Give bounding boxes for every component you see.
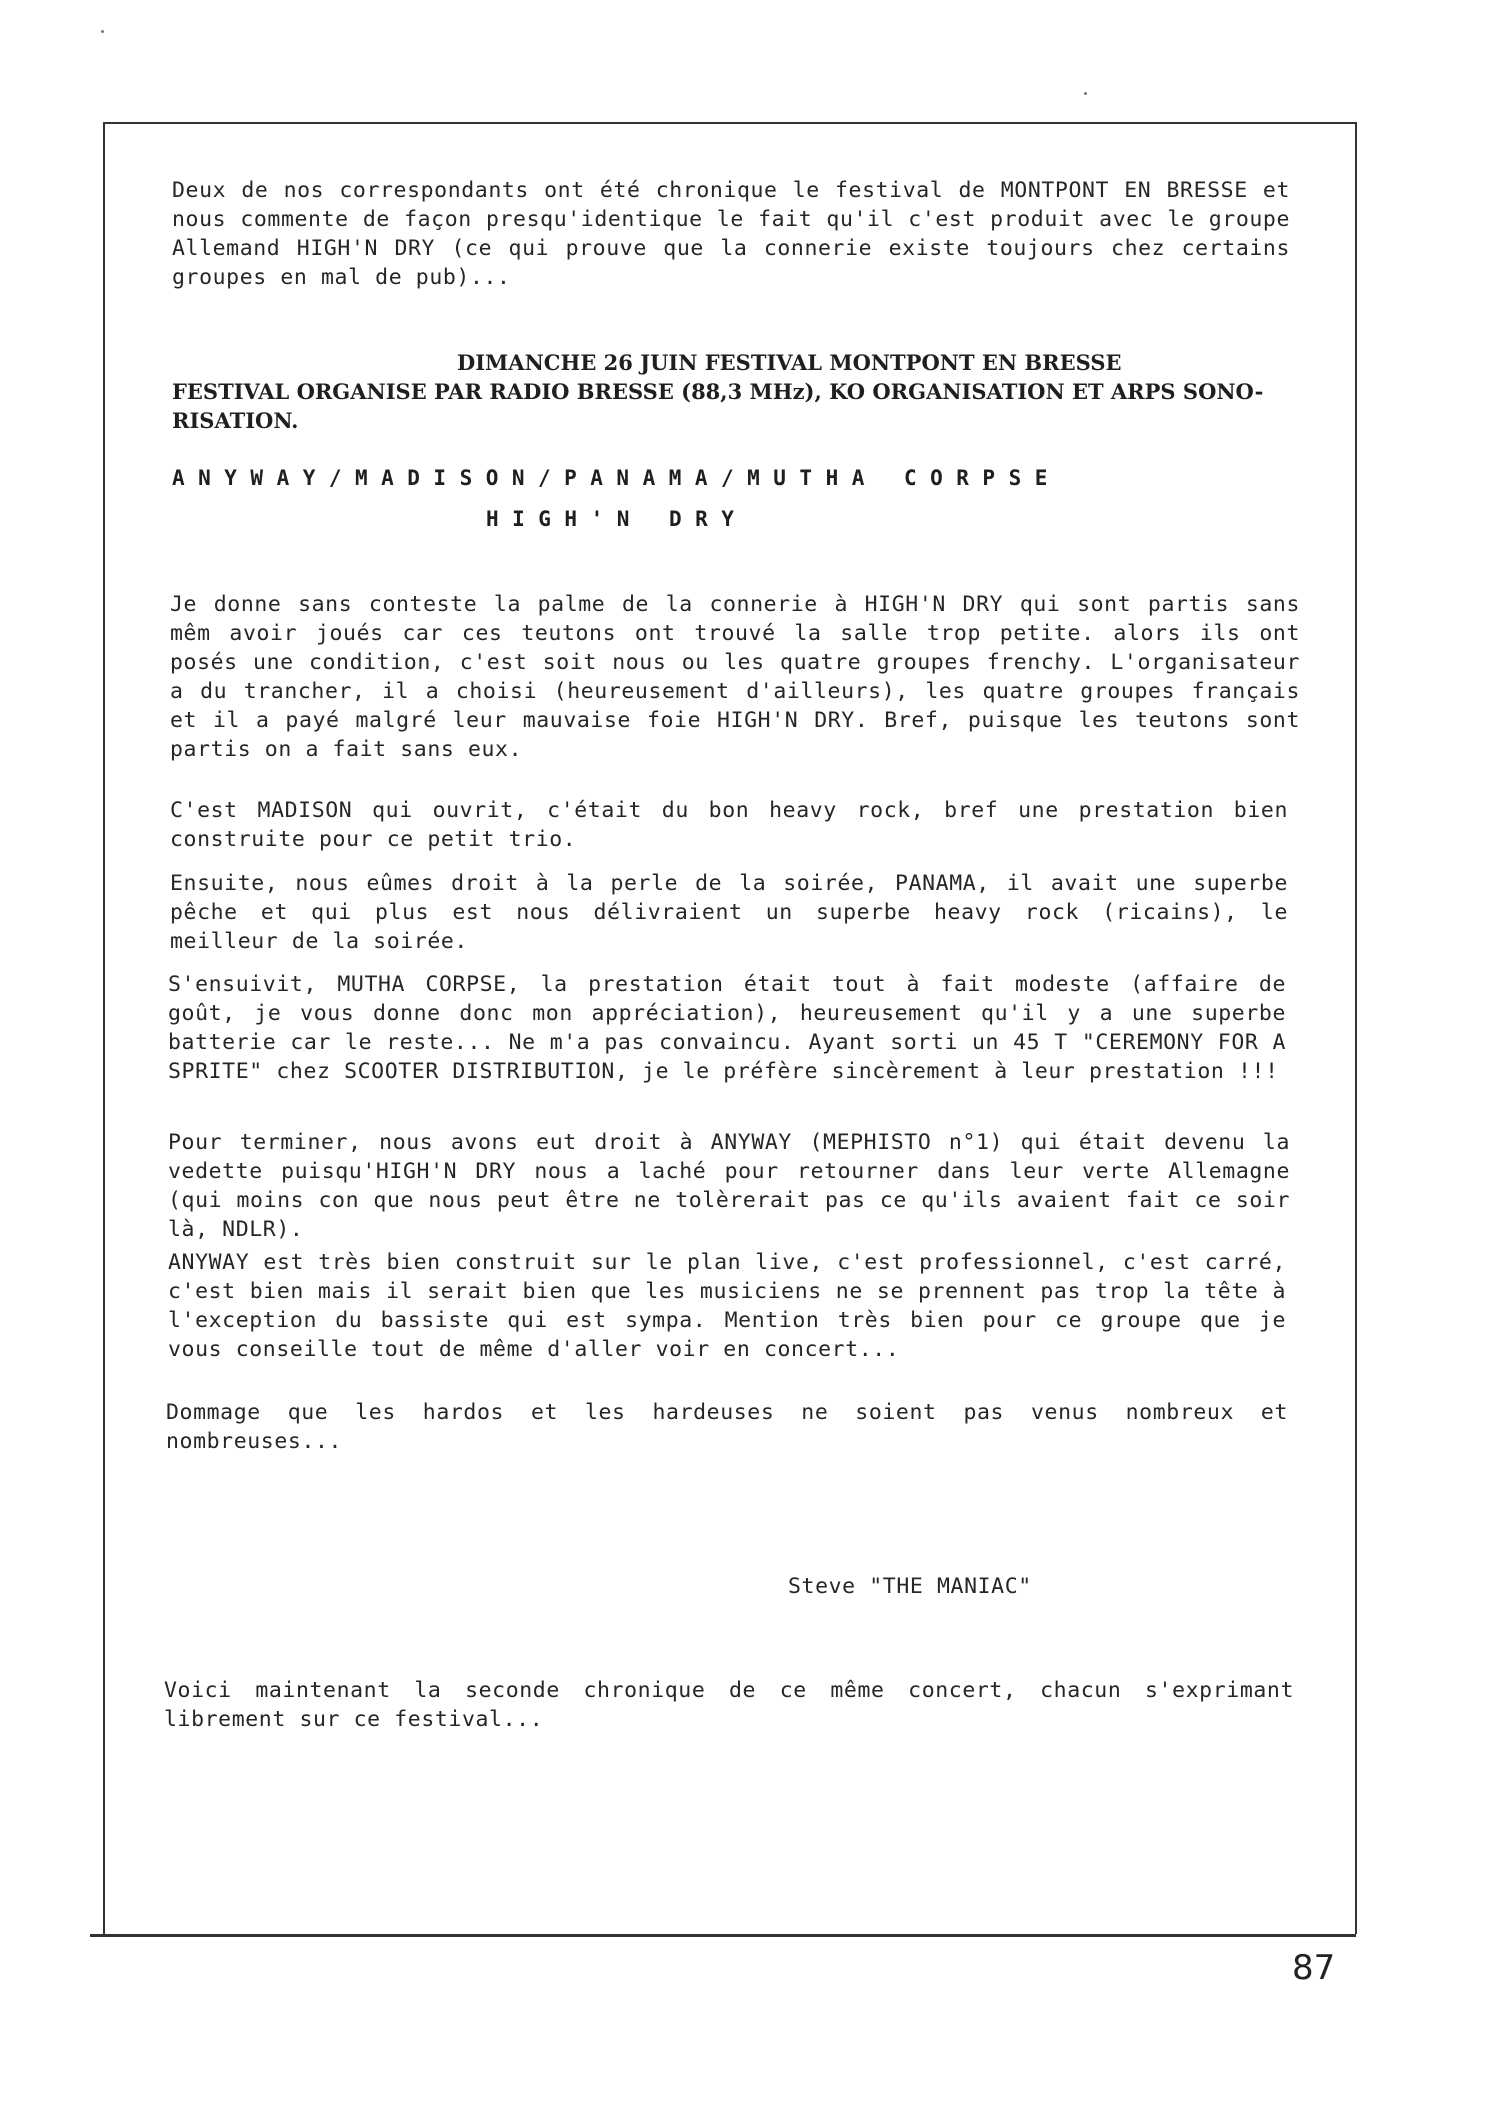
intro-paragraph: Deux de nos correspondants ont été chronique le festival de MONTPONT EN BRESSE et nous commente de façon presqu'identique le fait qu'il c'est produit avec le groupe Allemand HIGH'N DRY (ce qui prouve que la connerie existe toujours chez certains groupes en mal de pub)... xyxy=(172,178,1290,290)
lineup-line-2: HIGH'N DRY xyxy=(486,507,748,531)
signature: Steve "THE MANIAC" xyxy=(788,1574,1032,1599)
review-paragraph: C'est MADISON qui ouvrit, c'était du bon heavy rock, bref une prestation bien construite pour ce petit trio. xyxy=(170,798,1288,852)
event-title: DIMANCHE 26 JUIN FESTIVAL MONTPONT EN BRESSE xyxy=(457,350,1122,375)
bottom-rule xyxy=(90,1934,1356,1937)
lineup-line-1: ANYWAY/MADISON/PANAMA/MUTHA CORPSE xyxy=(172,466,1061,490)
page-number: 87 xyxy=(1292,1948,1336,1988)
review-paragraph: Je donne sans conteste la palme de la connerie à HIGH'N DRY qui sont partis sans mêm avoir joués car ces teutons ont trouvé la salle trop petite. alors ils ont posés une condition, c'est soit nous ou les quatre groupes frenchy. L'organisateur a du trancher, il a choisi (heureusement d'ailleurs), les quatre groupes français et il a payé malgré leur mauvaise foie HIGH'N DRY. Bref, puisque les teutons sont partis on a fait sans eux. xyxy=(170,592,1300,762)
review-paragraph: Pour terminer, nous avons eut droit à ANYWAY (MEPHISTO n°1) qui était devenu la vedette puisqu'HIGH'N DRY nous a laché pour retourner dans leur verte Allemagne (qui moins con que nous peut être ne tolèrerait pas ce qu'ils avaient fait ce soir là, NDLR). xyxy=(168,1130,1290,1242)
scan-speck xyxy=(101,30,104,33)
outro-paragraph: Voici maintenant la seconde chronique de ce même concert, chacun s'exprimant librement sur ce festival... xyxy=(164,1678,1294,1732)
event-organizer: FESTIVAL ORGANISE PAR RADIO BRESSE (88,3 MHz), KO ORGANISATION ET ARPS SONO-RISATION. xyxy=(172,379,1264,433)
review-paragraph: ANYWAY est très bien construit sur le plan live, c'est professionnel, c'est carré, c'est bien mais il serait bien que les musiciens ne se prennent pas trop la tête à l'exception du bassiste qui est sympa. Mention très bien pour ce groupe que je vous conseille tout de même d'aller voir en concert... xyxy=(168,1250,1286,1362)
review-paragraph: Ensuite, nous eûmes droit à la perle de la soirée, PANAMA, il avait une superbe pêche et qui plus est nous délivraient un superbe heavy rock (ricains), le meilleur de la soirée. xyxy=(170,871,1288,954)
review-paragraph: Dommage que les hardos et les hardeuses ne soient pas venus nombreux et nombreuses... xyxy=(166,1400,1288,1454)
review-paragraph: S'ensuivit, MUTHA CORPSE, la prestation était tout à fait modeste (affaire de goût, je vous donne donc mon appréciation), heureusement qu'il y a une superbe batterie car le reste... Ne m'a pas convaincu. Ayant sorti un 45 T "CEREMONY FOR A SPRITE" chez SCOOTER DISTRIBUTION, je le préfère sincèrement à leur prestation !!! xyxy=(168,972,1286,1084)
scan-speck xyxy=(1084,92,1087,95)
